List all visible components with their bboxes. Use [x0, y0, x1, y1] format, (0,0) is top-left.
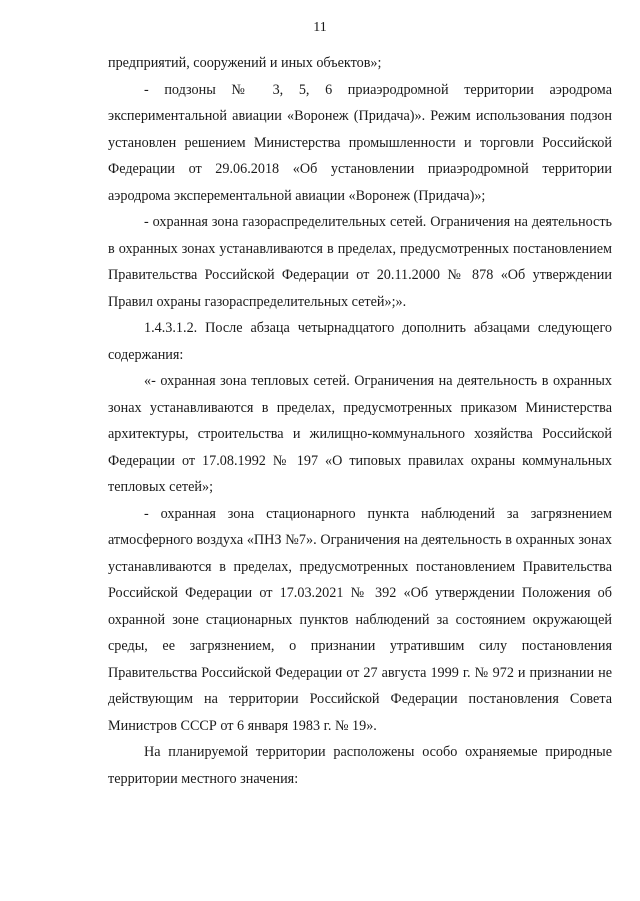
document-body [108, 50, 612, 792]
paragraph-6: - охранная зона стационарного пункта наблюдений за загрязнением атмосферного воздуха «ПНЗ №7». Ограничения на деятельность в охранных зонах устанавливаются в пределах, предусмотренных постановлением Правительства Российской Федерации от 17.03.2021 № 392 «Об утверждении Положения об охранной зоне стационарных пунктов наблюдений за состоянием окружающей среды, ее загрязнением, о признании утратившим силу постановления Правительства Российской Федерации от 27 августа 1999 г. № 972 и признании не действующим на территории Российской Федерации постановления Совета Министров СССР от 6 января 1983 г. № 19». [108, 505, 612, 734]
paragraph-2: - подзоны № 3, 5, 6 приаэродромной территории аэродрома экспериментальной авиации «Воронеж (Придача)». Режим использования подзон установлен решением Министерства промышленности и торговли Российской Федерации от 29.06.2018 «Об установлении приаэродромной территории аэродрома эксперементальной авиации «Воронеж (Придача)»; [108, 81, 612, 204]
paragraph-7: На планируемой территории расположены особо охраняемые природные территории местного значения: [108, 744, 612, 787]
paragraph-5: «- охранная зона тепловых сетей. Ограничения на деятельность в охранных зонах устанавливаются в пределах, предусмотренных приказом Министерства архитектуры, строительства и жилищно-коммунального хозяйства Российской Федерации от 17.08.1992 № 197 «О типовых правилах охраны коммунальных тепловых сетей»; [108, 373, 612, 495]
paragraph-1: предприятий, сооружений и иных объектов»; [108, 55, 382, 71]
paragraph-4: 1.4.3.1.2. После абзаца четырнадцатого дополнить абзацами следующего содержания: [108, 320, 612, 363]
page-number: 11 [313, 20, 327, 35]
paragraph-3: - охранная зона газораспределительных сетей. Ограничения на деятельность в охранных зонах устанавливаются в пределах, предусмотренных постановлением Правительства Российской Федерации от 20.11.2000 № 878 «Об утверждении Правил охраны газораспределительных сетей»;». [108, 214, 612, 310]
